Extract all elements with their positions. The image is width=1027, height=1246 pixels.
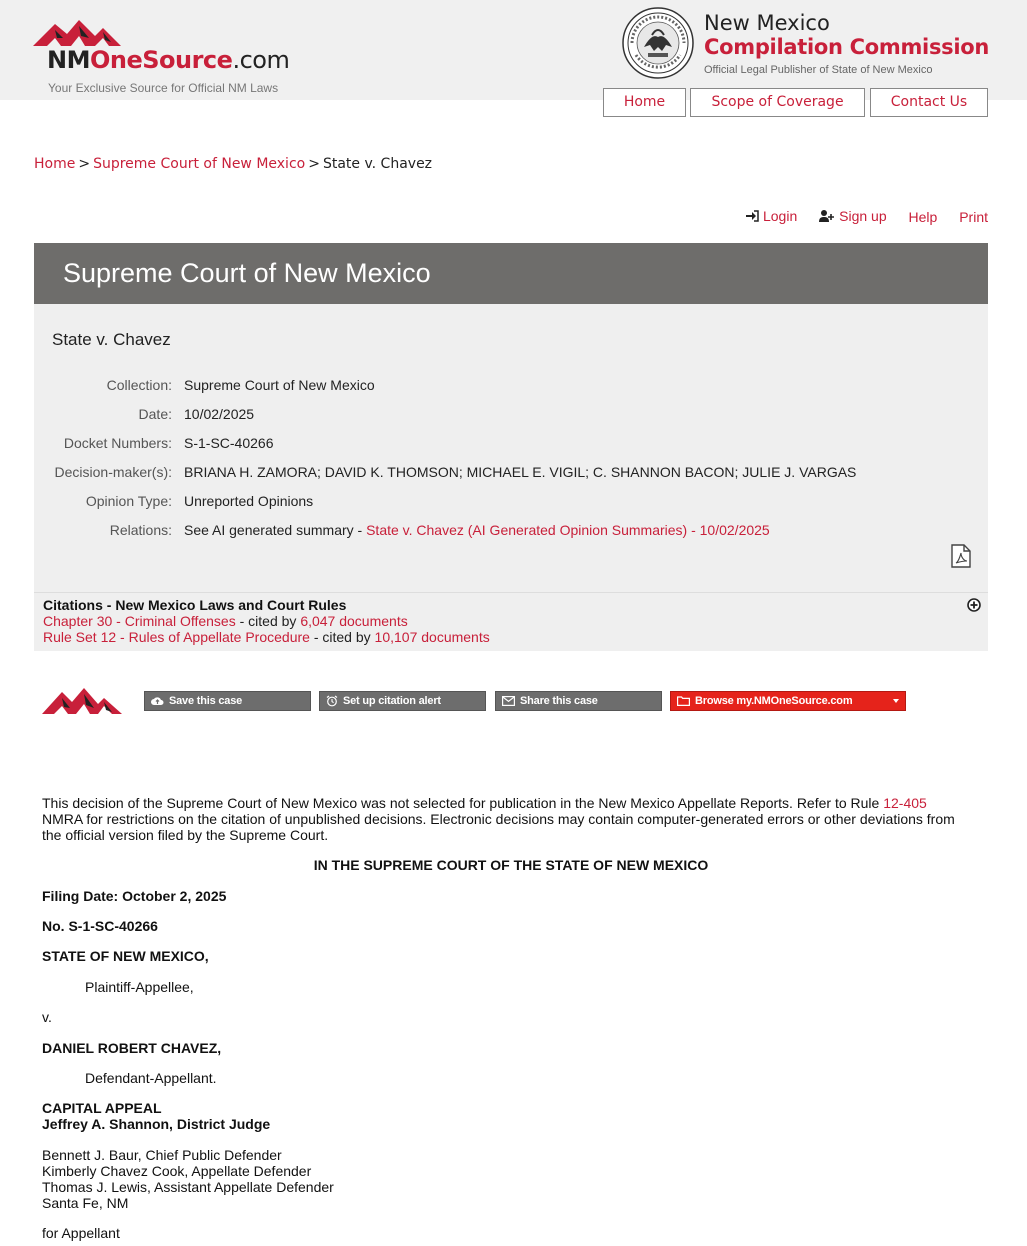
citation-count[interactable]: 6,047 documents (300, 613, 408, 629)
breadcrumb-sep: > (78, 156, 91, 172)
citation-alert-label: Set up citation alert (343, 695, 441, 707)
pdf-icon[interactable] (950, 544, 972, 568)
citation-mid: - cited by (309, 629, 375, 645)
envelope-icon (502, 696, 515, 706)
meta-label: Relations: (109, 522, 172, 538)
appeal-type-text: CAPITAL APPEAL (42, 1100, 162, 1116)
rule-link[interactable]: 12-405 (883, 795, 927, 811)
case-info-panel (34, 304, 988, 651)
citations-section (43, 597, 490, 645)
login-label: Login (762, 208, 798, 224)
chevron-down-icon (893, 699, 899, 703)
mountain-logo-icon (42, 688, 124, 714)
citation-alert-button[interactable] (319, 691, 486, 711)
citation-name[interactable]: Rule Set 12 - Rules of Appellate Procedure (43, 629, 310, 645)
commission-line2: Compilation Commission (704, 35, 990, 59)
court-heading: IN THE SUPREME COURT OF THE STATE OF NEW MEXICO (313, 857, 709, 873)
logo-com: .com (232, 46, 290, 74)
case-title: State v. Chavez (52, 330, 171, 349)
logo-wordmark (47, 46, 289, 74)
plaintiff-name (42, 948, 209, 964)
browse-dropdown-button[interactable] (670, 691, 906, 711)
state-seal-icon (622, 7, 694, 79)
citation-count[interactable]: 10,107 documents (374, 629, 490, 645)
commission-line1: New Mexico (704, 11, 830, 35)
notice-text: NMRA for restrictions on the citation of unpublished decisions. Electronic decisions may contain computer-generated errors or other deviations from the official version filed by the Supreme Court. (42, 811, 955, 843)
appeal-type (42, 1100, 162, 1116)
citation-name[interactable]: Chapter 30 - Criminal Offenses (43, 613, 236, 629)
help-link[interactable]: Help (908, 209, 938, 225)
user-actions (728, 208, 988, 225)
meta-value: BRIANA H. ZAMORA; DAVID K. THOMSON; MICHAEL E. VIGIL; C. SHANNON BACON; JULIE J. VARGAS (184, 464, 857, 480)
counsel-line: Kimberly Chavez Cook, Appellate Defender (42, 1163, 312, 1179)
save-case-button[interactable] (144, 691, 311, 711)
share-case-label: Share this case (520, 695, 598, 707)
add-user-icon (819, 210, 835, 222)
meta-label: Collection: (106, 377, 172, 393)
plaintiff-role: Plaintiff-Appellee, (85, 979, 194, 995)
logo-tagline: Your Exclusive Source for Official NM Laws (48, 81, 279, 95)
expand-plus-icon[interactable] (967, 598, 981, 612)
citation-mid: - cited by (235, 613, 301, 629)
case-number (42, 918, 158, 934)
divider (34, 592, 988, 593)
logo-onesource: OneSource (89, 46, 233, 74)
breadcrumb-sep: > (308, 156, 320, 172)
meta-label: Date: (138, 406, 172, 422)
logo-nm: NM (47, 46, 90, 74)
login-link[interactable] (746, 208, 797, 224)
citation-item (43, 613, 490, 629)
commission-line3: Official Legal Publisher of State of New Mexico (704, 64, 933, 76)
breadcrumb-current: State v. Chavez (322, 156, 433, 172)
counsel-line: Bennett J. Baur, Chief Public Defender (42, 1147, 282, 1163)
meta-label: Opinion Type: (85, 493, 172, 509)
cloud-upload-icon (151, 696, 164, 706)
print-link[interactable]: Print (959, 209, 988, 225)
save-case-label: Save this case (169, 695, 243, 707)
share-case-button[interactable] (495, 691, 662, 711)
relations-link[interactable]: State v. Chavez (AI Generated Opinion Summaries) - 10/02/2025 (366, 522, 770, 538)
notice-text: This decision of the Supreme Court of New Mexico was not selected for publication in the New Mexico Appellate Reports. Refer to Rule (42, 795, 884, 811)
browse-label: Browse my.NMOneSource.com (695, 695, 853, 707)
mountain-logo-icon (33, 18, 123, 48)
meta-label: Decision-maker(s): (54, 464, 172, 480)
breadcrumb-home[interactable]: Home (34, 156, 76, 172)
versus: v. (42, 1009, 52, 1025)
signup-link[interactable] (819, 208, 886, 224)
nmonesource-logo[interactable] (33, 18, 323, 98)
signup-label: Sign up (839, 208, 887, 224)
counsel-line: Thomas J. Lewis, Assistant Appellate Defender (42, 1179, 334, 1195)
meta-value: 10/02/2025 (184, 406, 255, 422)
commission-brand (704, 11, 989, 76)
breadcrumb-section[interactable]: Supreme Court of New Mexico (93, 156, 306, 172)
folder-icon (677, 696, 690, 706)
district-judge-text: Jeffrey A. Shannon, District Judge (42, 1116, 271, 1132)
alarm-clock-icon (326, 695, 338, 707)
breadcrumb (34, 156, 432, 172)
for-appellant: for Appellant (42, 1225, 120, 1241)
nav-home-button[interactable]: Home (603, 88, 686, 117)
defendant-name-text: DANIEL ROBERT CHAVEZ, (42, 1040, 222, 1056)
defendant-role: Defendant-Appellant. (85, 1070, 217, 1086)
district-judge (42, 1116, 270, 1132)
case-number-text: No. S-1-SC-40266 (42, 918, 158, 934)
login-icon (746, 210, 759, 222)
meta-value: Supreme Court of New Mexico (184, 377, 375, 393)
publication-notice (42, 795, 962, 843)
filing-date (42, 888, 226, 904)
meta-value: S-1-SC-40266 (184, 435, 274, 451)
meta-value (184, 522, 770, 538)
meta-label: Docket Numbers: (63, 435, 172, 451)
meta-value: Unreported Opinions (184, 493, 314, 509)
filing-date-text: Filing Date: October 2, 2025 (42, 888, 227, 904)
relations-text: See AI generated summary - (184, 522, 367, 538)
citation-item (43, 629, 490, 645)
plaintiff-name-text: STATE OF NEW MEXICO, (42, 948, 209, 964)
defendant-name (42, 1040, 221, 1056)
page-title: Supreme Court of New Mexico (34, 243, 988, 304)
counsel-line: Santa Fe, NM (42, 1195, 129, 1211)
nav-scope-button[interactable]: Scope of Coverage (690, 88, 865, 117)
citations-heading: Citations - New Mexico Laws and Court Rules (43, 597, 347, 613)
nav-contact-button[interactable]: Contact Us (870, 88, 988, 117)
